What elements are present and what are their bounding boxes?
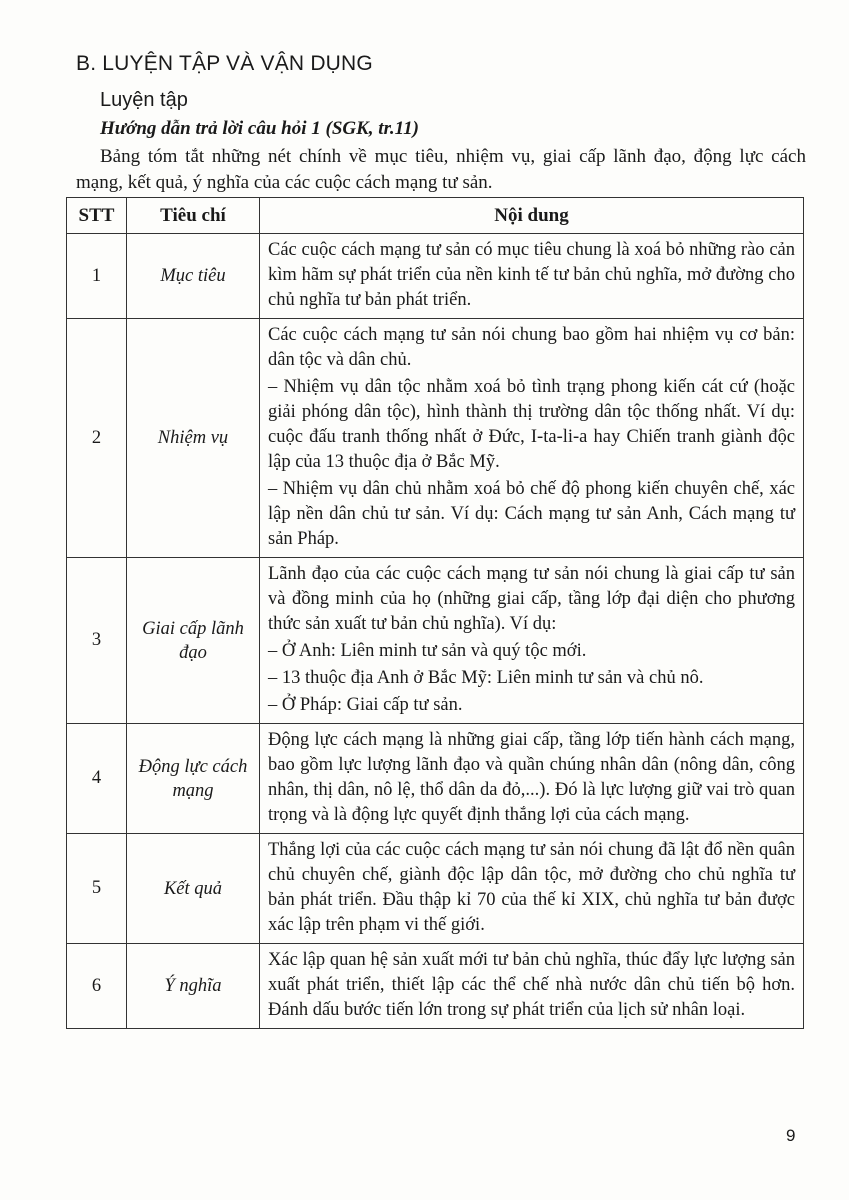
row-number: 1 — [67, 234, 127, 319]
content-paragraph: Động lực cách mạng là những giai cấp, tầng lớp tiến hành cách mạng, bao gồm lực lượng lãnh đạo và quần chúng nhân dân (nông dân, công nhân, thị dân, nô lệ, thổ dân da đỏ,...). Đó là lực lượng giữ vai trò quan trọng và là động lực quyết định thắng lợi của cách mạng. — [268, 730, 795, 825]
row-criterion: Động lực cách mạng — [127, 724, 260, 834]
row-criterion: Kết quả — [127, 834, 260, 944]
row-content — [260, 234, 804, 319]
row-content — [260, 724, 804, 834]
content-paragraph: – Nhiệm vụ dân tộc nhằm xoá bỏ tình trạng phong kiến cát cứ (hoặc giải phóng dân tộc), hình thành thị trường dân tộc thống nhất. Ví dụ: cuộc đấu tranh thống nhất ở Đức, I-ta-li-a hay Chiến tranh giành độc lập của 13 thuộc địa ở Bắc Mỹ. — [268, 377, 795, 472]
row-criterion: Giai cấp lãnh đạo — [127, 558, 260, 724]
content-paragraph: Xác lập quan hệ sản xuất mới tư bản chủ nghĩa, thúc đẩy lực lượng sản xuất phát triển, thiết lập các thể chế nhà nước dân chủ tiến bộ hơn. Đánh dấu bước tiến lớn trong sự phát triển của lịch sử nhân loại. — [268, 950, 795, 1020]
row-content — [260, 558, 804, 724]
table-row — [67, 724, 804, 834]
row-criterion: Nhiệm vụ — [127, 319, 260, 558]
content-paragraph: – Nhiệm vụ dân chủ nhằm xoá bỏ chế độ phong kiến chuyên chế, xác lập nền dân chủ tư sản. Ví dụ: Cách mạng tư sản Anh, Cách mạng tư sản Pháp. — [268, 479, 795, 549]
content-paragraph: – Ở Pháp: Giai cấp tư sản. — [268, 695, 463, 715]
table-row — [67, 319, 804, 558]
content-paragraph: Các cuộc cách mạng tư sản có mục tiêu chung là xoá bỏ những rào cản kìm hãm sự phát triển của nền kinh tế tư bản chủ nghĩa, mở đường cho chủ nghĩa tư bản phát triển. — [268, 240, 795, 310]
content-paragraph: Các cuộc cách mạng tư sản nói chung bao gồm hai nhiệm vụ cơ bản: dân tộc và dân chủ. — [268, 325, 795, 370]
table-row — [67, 234, 804, 319]
intro-paragraph: Bảng tóm tắt những nét chính về mục tiêu, nhiệm vụ, giai cấp lãnh đạo, động lực cách mạng, kết quả, ý nghĩa của các cuộc cách mạng tư sản. — [76, 146, 806, 193]
summary-table — [66, 197, 804, 1029]
subsection-title: Luyện tập — [100, 89, 188, 111]
content-paragraph: Thắng lợi của các cuộc cách mạng tư sản nói chung đã lật đổ nền quân chủ chuyên chế, giành độc lập dân tộc, mở đường cho chủ nghĩa tư bản phát triển. Đầu thập kỉ 70 của thế kỉ XIX, chủ nghĩa tư bản được xác lập trên phạm vi thế giới. — [268, 840, 795, 935]
question-title: Hướng dẫn trả lời câu hỏi 1 (SGK, tr.11) — [100, 118, 419, 139]
row-number: 5 — [67, 834, 127, 944]
table-row — [67, 558, 804, 724]
table-row — [67, 944, 804, 1029]
table-row — [67, 834, 804, 944]
row-content — [260, 834, 804, 944]
header-stt: STT — [67, 198, 127, 234]
content-paragraph: – 13 thuộc địa Anh ở Bắc Mỹ: Liên minh tư sản và chủ nô. — [268, 668, 704, 688]
row-number: 6 — [67, 944, 127, 1029]
header-criterion: Tiêu chí — [127, 198, 260, 234]
row-number: 2 — [67, 319, 127, 558]
row-content — [260, 944, 804, 1029]
row-number: 3 — [67, 558, 127, 724]
page-number: 9 — [786, 1126, 796, 1145]
row-number: 4 — [67, 724, 127, 834]
row-criterion: Ý nghĩa — [127, 944, 260, 1029]
section-title: B. LUYỆN TẬP VÀ VẬN DỤNG — [76, 52, 373, 75]
row-criterion: Mục tiêu — [127, 234, 260, 319]
header-content: Nội dung — [260, 198, 804, 234]
table-header-row — [67, 198, 804, 234]
content-paragraph: – Ở Anh: Liên minh tư sản và quý tộc mới. — [268, 641, 587, 661]
row-content — [260, 319, 804, 558]
content-paragraph: Lãnh đạo của các cuộc cách mạng tư sản nói chung là giai cấp tư sản và đồng minh của họ (những giai cấp, tầng lớp đại diện cho phương thức sản xuất tư bản chủ nghĩa). Ví dụ: — [268, 564, 795, 634]
